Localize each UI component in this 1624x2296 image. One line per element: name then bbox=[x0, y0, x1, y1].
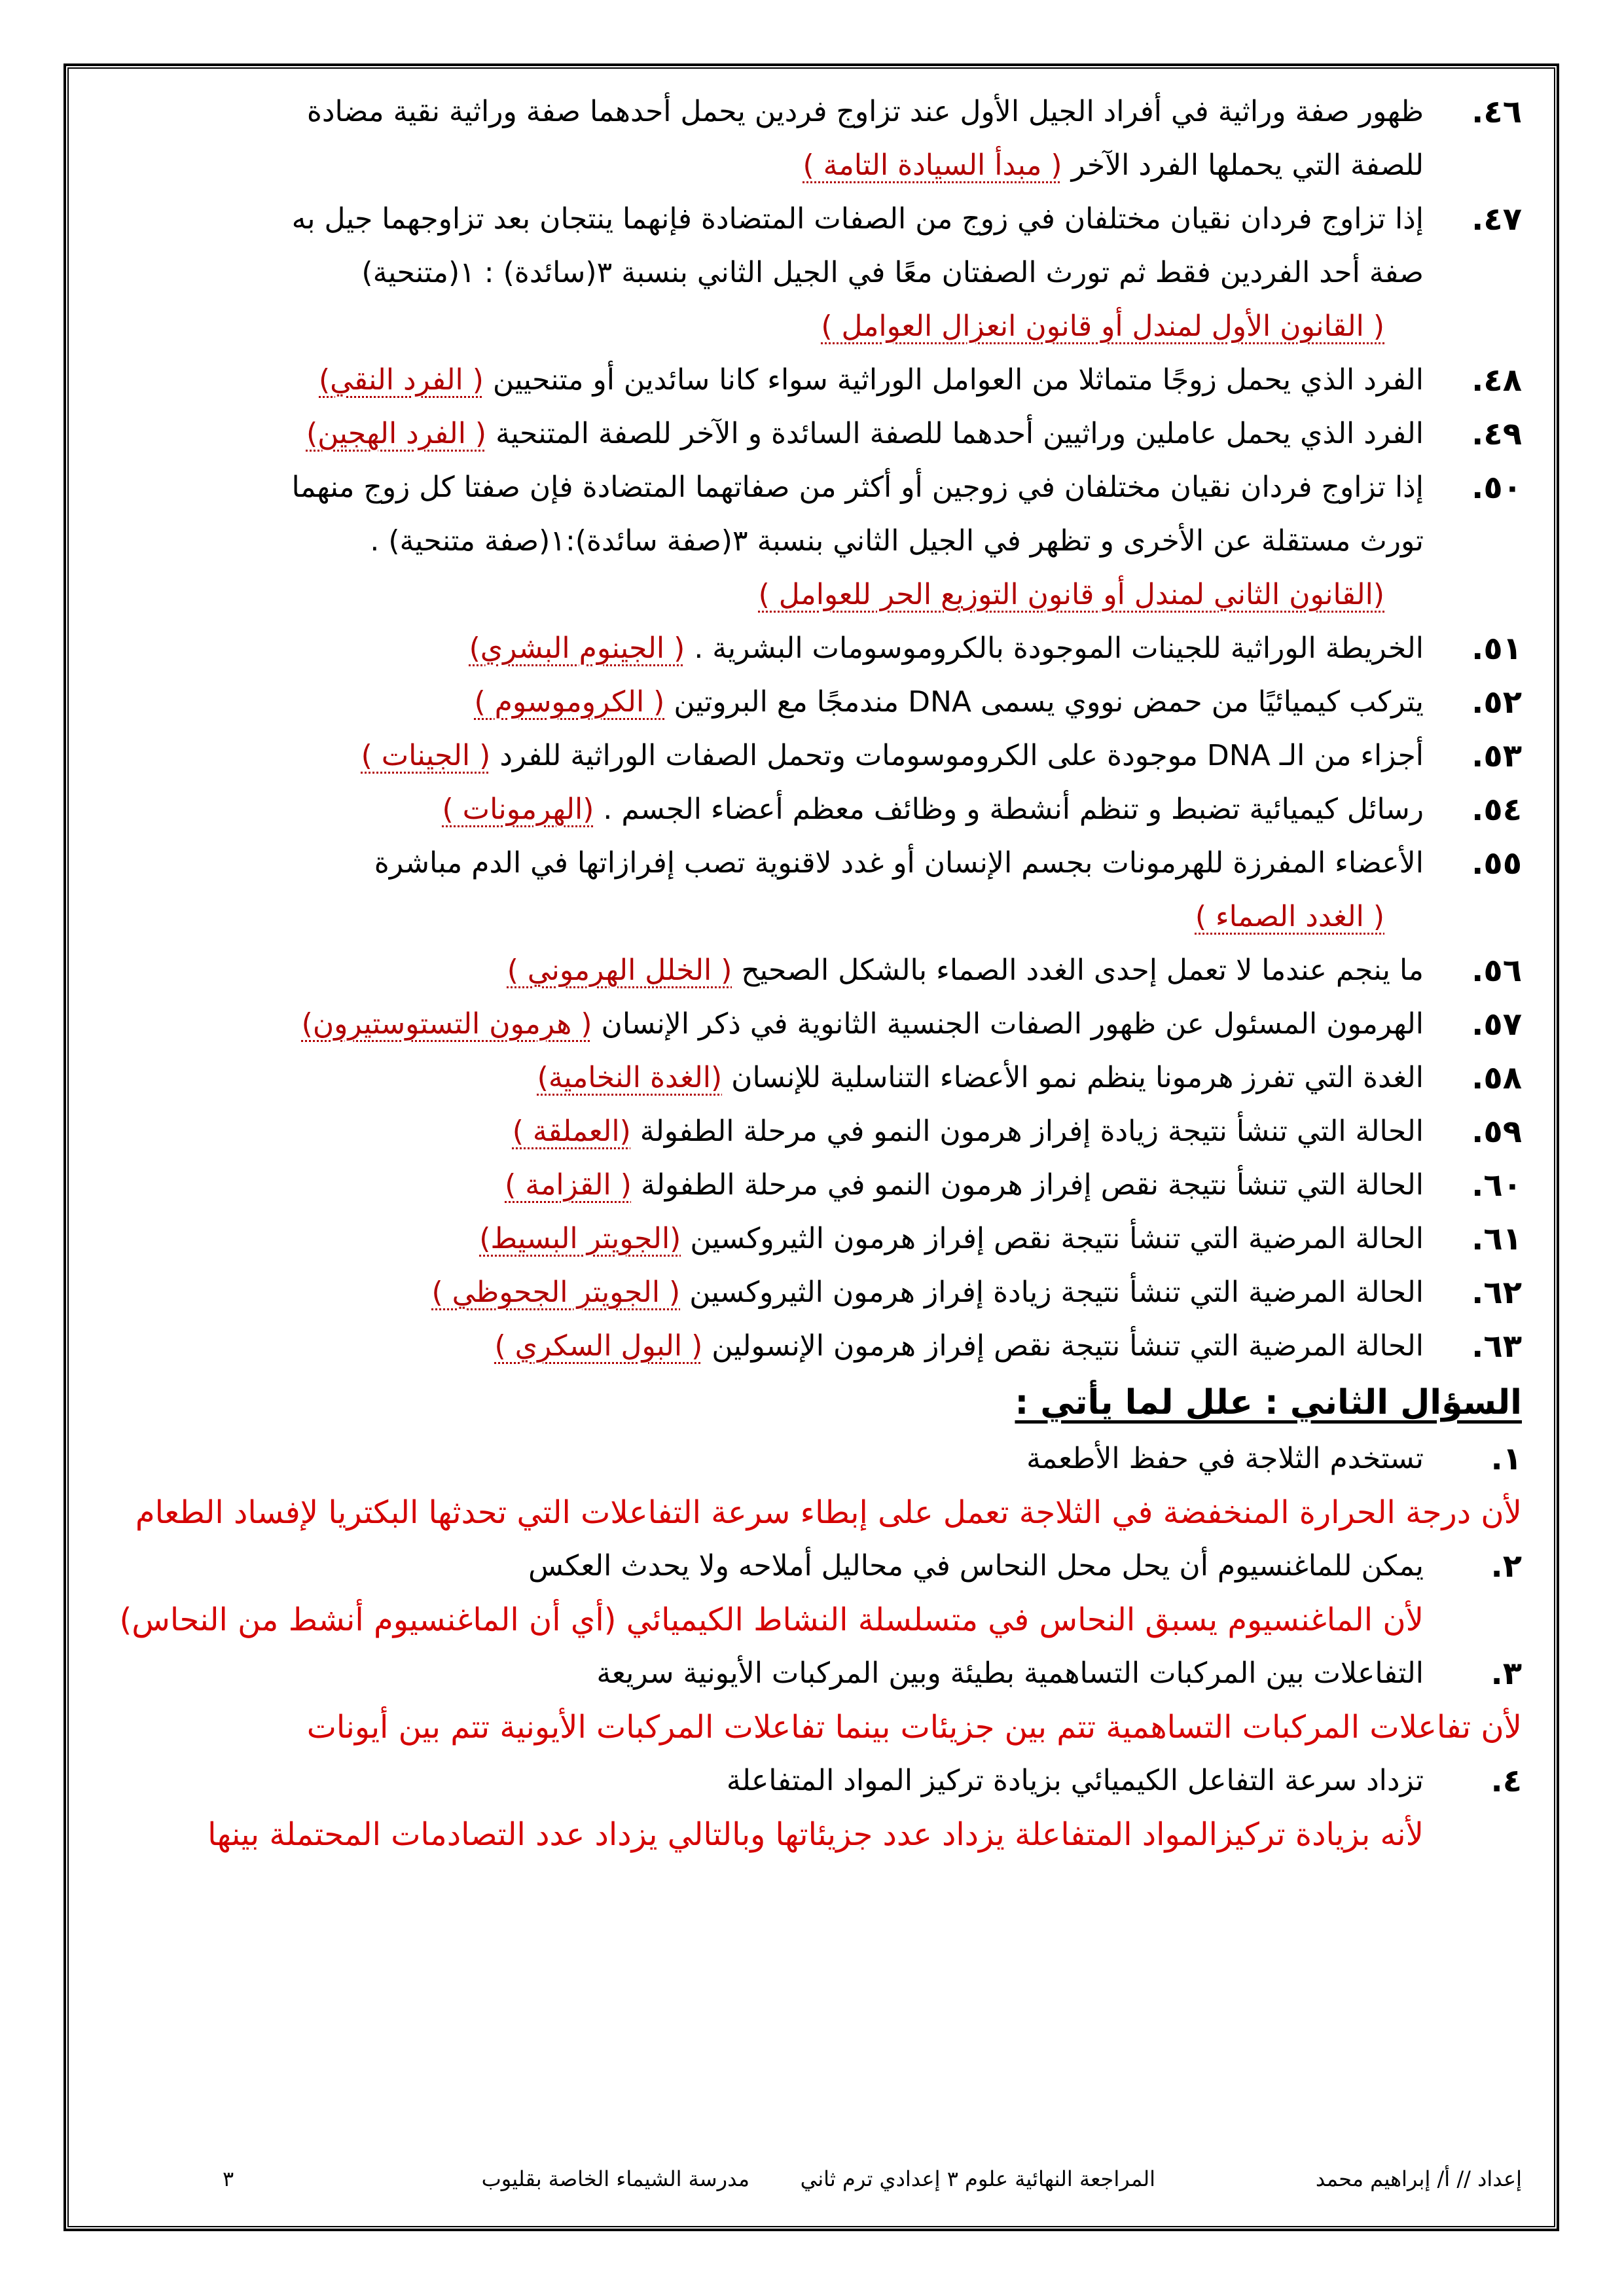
reason-number: ١. bbox=[1490, 1441, 1522, 1477]
item-answer: ( الغدد الصماء ) bbox=[1195, 900, 1384, 933]
item-number: ٦٢. bbox=[1471, 1274, 1522, 1311]
item-last-line bbox=[98, 1319, 1424, 1373]
item-last-line bbox=[98, 1266, 1424, 1319]
list-item bbox=[98, 783, 1522, 836]
item-answer: ( القانون الأول لمندل أو قانون انعزال العوامل ) bbox=[821, 310, 1384, 343]
item-text: الغدة التي تفرز هرمونا ينظم نمو الأعضاء التناسلية للإنسان bbox=[731, 1061, 1424, 1094]
item-last-line bbox=[98, 729, 1424, 783]
list-item bbox=[98, 85, 1522, 192]
item-answer: (الغدة النخامية) bbox=[537, 1061, 723, 1094]
item-answer: ( الجويتر الجحوظي ) bbox=[431, 1276, 681, 1309]
list-item bbox=[98, 1266, 1522, 1319]
item-text: الحالة التي تنشأ نتيجة زيادة إفراز هرمون النمو في مرحلة الطفولة bbox=[640, 1115, 1424, 1148]
list-item bbox=[98, 622, 1522, 675]
item-number: ٥١. bbox=[1471, 630, 1522, 667]
item-last-line bbox=[98, 353, 1424, 407]
item-answer: ( البول السكري ) bbox=[494, 1329, 703, 1363]
item-text-line: إذا تزاوج فردان نقيان مختلفان في زوج من الصفات المتضادة فإنهما ينتجان بعد تزاوجهما جيل به bbox=[291, 202, 1424, 236]
item-last-line bbox=[98, 1158, 1424, 1212]
reason-number: ٢. bbox=[1490, 1548, 1522, 1585]
item-last-line bbox=[98, 300, 1424, 353]
list-item bbox=[98, 1319, 1522, 1373]
list-item bbox=[98, 1212, 1522, 1266]
item-text: يتركب كيميائيًا من حمض نووي يسمى DNA مندمجًا مع البروتين bbox=[674, 685, 1424, 719]
section-title: السؤال الثاني : علل لما يأتي : bbox=[1015, 1383, 1522, 1422]
item-number: ٦١. bbox=[1471, 1221, 1522, 1257]
list-item bbox=[98, 1158, 1522, 1212]
item-text-line: ظهور صفة وراثية في أفراد الجيل الأول عند تزاوج فردين يحمل أحدهما صفة وراثية نقية مضادة bbox=[306, 95, 1424, 128]
item-answer: ( هرمون التستوستيرون) bbox=[301, 1007, 592, 1041]
footer-school: مدرسة الشيماء الخاصة بقليوب bbox=[481, 2166, 749, 2191]
item-last-line bbox=[98, 890, 1424, 944]
item-text: الحالة المرضية التي تنشأ نتيجة زيادة إفراز هرمون الثيروكسين bbox=[689, 1276, 1424, 1309]
item-number: ٥٣. bbox=[1471, 738, 1522, 774]
item-answer: (الهرمونات ) bbox=[442, 793, 594, 826]
item-number: ٤٦. bbox=[1471, 94, 1522, 130]
item-text: للصفة التي يحملها الفرد الآخر bbox=[1071, 149, 1424, 182]
item-text: الفرد الذي يحمل زوجًا متماثلا من العوامل الوراثية سواء كانا سائدين أو متنحيين bbox=[492, 363, 1424, 397]
item-number: ٥٧. bbox=[1471, 1006, 1522, 1043]
footer-title: المراجعة النهائية علوم ٣ إعدادي ترم ثاني bbox=[800, 2166, 1155, 2191]
item-text-line: إذا تزاوج فردان نقيان مختلفان في زوجين أو أكثر من صفاتهما المتضادة فإن صفتا كل زوج منهما bbox=[291, 471, 1424, 504]
item-last-line bbox=[98, 944, 1424, 997]
item-text-line: تورث مستقلة عن الأخرى و تظهر في الجيل الثاني بنسبة ٣(صفة سائدة):١(صفة متنحية) . bbox=[370, 524, 1424, 558]
item-text: الحالة المرضية التي تنشأ نتيجة نقص إفراز هرمون الثيروكسين bbox=[690, 1222, 1424, 1255]
item-number: ٥٩. bbox=[1471, 1113, 1522, 1150]
list-item bbox=[98, 407, 1522, 461]
item-number: ٥٥. bbox=[1471, 845, 1522, 882]
reason-question-text: تزداد سرعة التفاعل الكيميائي بزيادة تركيز المواد المتفاعلة bbox=[726, 1764, 1424, 1797]
list-item bbox=[98, 836, 1522, 944]
item-number: ٥٢. bbox=[1471, 684, 1522, 721]
item-text-line: صفة أحد الفردين فقط ثم تورث الصفتان معًا في الجيل الثاني بنسبة ٣(سائدة) : ١(متنحية) bbox=[361, 256, 1424, 289]
reason-answer: لأن تفاعلات المركبات التساهمية تتم بين جزيئات بينما تفاعلات المركبات الأيونية تتم بين أيونات bbox=[306, 1709, 1522, 1746]
item-number: ٤٨. bbox=[1471, 362, 1522, 399]
reason-number: ٤. bbox=[1490, 1763, 1522, 1799]
item-number: ٦٠. bbox=[1471, 1167, 1522, 1204]
reason-number: ٣. bbox=[1490, 1655, 1522, 1692]
item-answer: (العملقة ) bbox=[512, 1115, 631, 1148]
item-last-line bbox=[98, 407, 1424, 461]
definitions-list bbox=[98, 85, 1522, 1373]
item-last-line bbox=[98, 675, 1424, 729]
item-number: ٥٨. bbox=[1471, 1060, 1522, 1096]
list-item bbox=[98, 1051, 1522, 1105]
item-text: أجزاء من الـ DNA موجودة على الكروموسومات وتحمل الصفات الوراثية للفرد bbox=[499, 739, 1424, 772]
item-answer: ( القزامة ) bbox=[505, 1168, 632, 1202]
reason-answer: لأن درجة الحرارة المنخفضة في الثلاجة تعمل على إبطاء سرعة التفاعلات التي تحدثها البكتريا لإفساد الطعام bbox=[135, 1494, 1522, 1531]
item-last-line bbox=[98, 1212, 1424, 1266]
list-item bbox=[98, 675, 1522, 729]
reason-answer: لأن الماغنسيوم يسبق النحاس في متسلسلة النشاط الكيميائي (أي أن الماغنسيوم أنشط من النحاس) bbox=[119, 1602, 1424, 1638]
item-number: ٦٣. bbox=[1471, 1328, 1522, 1365]
item-number: ٤٩. bbox=[1471, 416, 1522, 452]
list-item bbox=[98, 944, 1522, 997]
item-text: الحالة المرضية التي تنشأ نتيجة نقص إفراز هرمون الإنسولين bbox=[712, 1329, 1424, 1363]
item-answer: ( الفرد النقي) bbox=[319, 363, 484, 397]
reason-question-text: تستخدم الثلاجة في حفظ الأطعمة bbox=[1026, 1442, 1424, 1475]
reason-answer: لأنه بزيادة تركيزالمواد المتفاعلة يزداد عدد جزيئاتها وبالتالي يزداد عدد التصادمات المحتملة بينها bbox=[208, 1816, 1424, 1853]
page-footer bbox=[98, 2166, 1522, 2206]
item-text: رسائل كيميائية تضبط و تنظم أنشطة و وظائف معظم أعضاء الجسم . bbox=[603, 793, 1424, 826]
item-number: ٥٤. bbox=[1471, 791, 1522, 828]
item-number: ٥٠. bbox=[1471, 469, 1522, 506]
item-answer: ( الفرد الهجين) bbox=[306, 417, 487, 450]
item-text: ما ينجم عندما لا تعمل إحدى الغدد الصماء بالشكل الصحيح bbox=[741, 954, 1424, 987]
item-last-line bbox=[98, 568, 1424, 622]
list-item bbox=[98, 192, 1522, 353]
item-answer: ( مبدأ السيادة التامة ) bbox=[803, 149, 1062, 182]
list-item bbox=[98, 461, 1522, 622]
item-number: ٤٧. bbox=[1471, 201, 1522, 238]
reasons-list bbox=[98, 1432, 1522, 1861]
reason-question-text: يمكن للماغنسيوم أن يحل محل النحاس في محاليل أملاحه ولا يحدث العكس bbox=[528, 1549, 1424, 1583]
item-text: الحالة التي تنشأ نتيجة نقص إفراز هرمون النمو في مرحلة الطفولة bbox=[640, 1168, 1424, 1202]
reason-question bbox=[98, 1539, 1522, 1593]
item-answer: ( الجينات ) bbox=[361, 739, 491, 772]
item-answer: ( الخلل الهرموني ) bbox=[507, 954, 732, 987]
item-number: ٥٦. bbox=[1471, 952, 1522, 989]
list-item bbox=[98, 729, 1522, 783]
item-last-line bbox=[98, 1105, 1424, 1158]
item-text-line: الأعضاء المفرزة للهرمونات بجسم الإنسان أو غدد لاقنوية تصب إفرازاتها في الدم مباشرة bbox=[374, 846, 1424, 880]
page-content bbox=[98, 85, 1522, 1861]
item-last-line bbox=[98, 622, 1424, 675]
item-answer: (القانون الثاني لمندل أو قانون التوزيع الحر للعوامل ) bbox=[758, 578, 1384, 611]
list-item bbox=[98, 353, 1522, 407]
list-item bbox=[98, 997, 1522, 1051]
footer-page-number: ٣ bbox=[223, 2166, 234, 2191]
item-last-line bbox=[98, 783, 1424, 836]
reason-question bbox=[98, 1647, 1522, 1700]
item-last-line bbox=[98, 1051, 1424, 1105]
reason-question bbox=[98, 1432, 1522, 1486]
item-text: الفرد الذي يحمل عاملين وراثيين أحدهما للصفة السائدة و الآخر للصفة المتنحية bbox=[496, 417, 1424, 450]
footer-author: إعداد // أ/ إبراهيم محمد bbox=[1315, 2166, 1522, 2191]
item-last-line bbox=[98, 139, 1424, 192]
item-text: الخريطة الوراثية للجينات الموجودة بالكروموسومات البشرية . bbox=[694, 632, 1424, 665]
item-answer: ( الكروموسوم ) bbox=[474, 685, 665, 719]
list-item bbox=[98, 1105, 1522, 1158]
item-answer: ( الجينوم البشري) bbox=[469, 632, 685, 665]
reason-question-text: التفاعلات بين المركبات التساهمية بطيئة وبين المركبات الأيونية سريعة bbox=[596, 1657, 1424, 1690]
item-last-line bbox=[98, 997, 1424, 1051]
reason-question bbox=[98, 1754, 1522, 1808]
item-answer: (الجويتر البسيط) bbox=[479, 1222, 681, 1255]
item-text: الهرمون المسئول عن ظهور الصفات الجنسية الثانوية في ذكر الإنسان bbox=[601, 1007, 1424, 1041]
